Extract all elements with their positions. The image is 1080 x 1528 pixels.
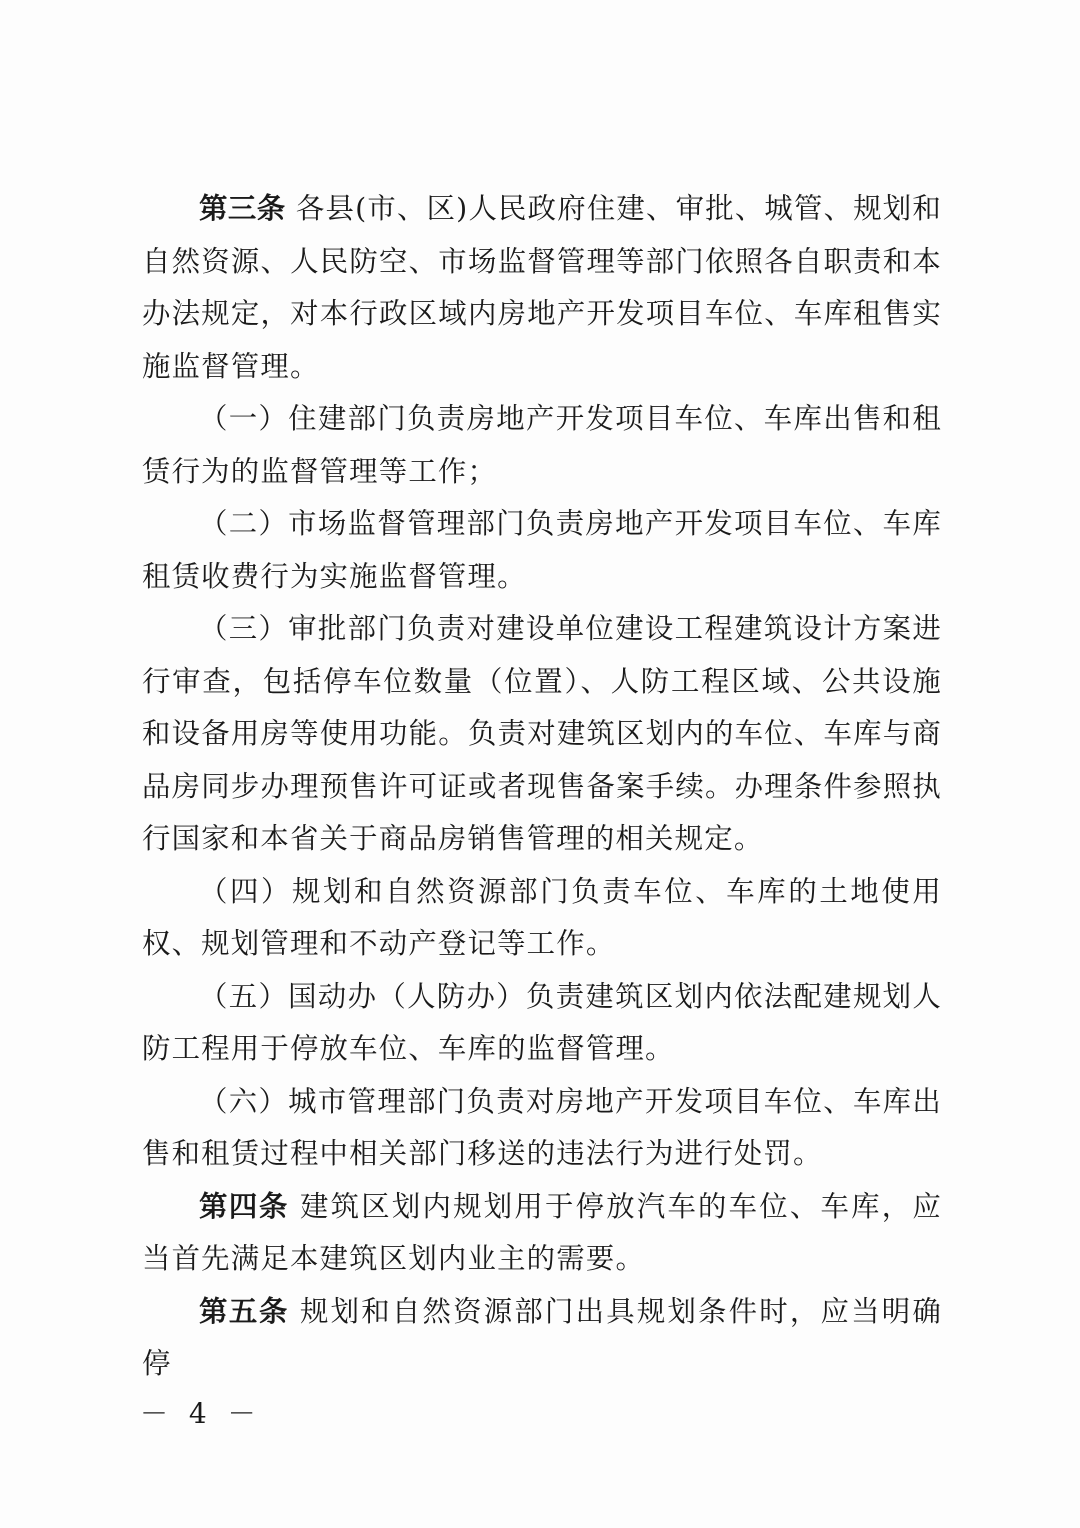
item-4: （四）规划和自然资源部门负责车位、车库的土地使用权、规划管理和不动产登记等工作。 [142, 874, 942, 960]
article-text: 建筑区划内规划用于停放汽车的车位、车库，应当首先满足本建筑区划内业主的需要。 [142, 1189, 942, 1275]
item-1: （一）住建部门负责房地产开发项目车位、车库出售和租赁行为的监督管理等工作； [142, 402, 942, 488]
article-number: 第四条 [199, 1189, 289, 1223]
item-6: （六）城市管理部门负责对房地产开发项目车位、车库出售和租赁过程中相关部门移送的违法行为进行处罚。 [142, 1084, 942, 1170]
article-5 [142, 1286, 942, 1391]
article-3 [142, 183, 942, 393]
article-4 [142, 1181, 942, 1286]
article-number: 第五条 [199, 1294, 289, 1328]
article-text: 规划和自然资源部门出具规划条件时，应当明确停 [142, 1294, 942, 1380]
page-number: － 4 － [140, 1397, 262, 1430]
item-2: （二）市场监督管理部门负责房地产开发项目车位、车库租赁收费行为实施监督管理。 [142, 507, 942, 593]
article-text: 各县(市、区)人民政府住建、审批、城管、规划和自然资源、人民防空、市场监督管理等部门依照各自职责和本办法规定，对本行政区域内房地产开发项目车位、车库租售实施监督管理。 [142, 192, 942, 383]
document-body [142, 183, 942, 1391]
item-3: （三）审批部门负责对建设单位建设工程建筑设计方案进行审查，包括停车位数量（位置）、人防工程区域、公共设施和设备用房等使用功能。负责对建筑区划内的车位、车库与商品房同步办理预售许可证或者现售备案手续。办理条件参照执行国家和本省关于商品房销售管理的相关规定。 [142, 612, 942, 855]
article-number: 第三条 [199, 192, 286, 225]
item-5: （五）国动办（人防办）负责建筑区划内依法配建规划人防工程用于停放车位、车库的监督管理。 [142, 979, 942, 1065]
